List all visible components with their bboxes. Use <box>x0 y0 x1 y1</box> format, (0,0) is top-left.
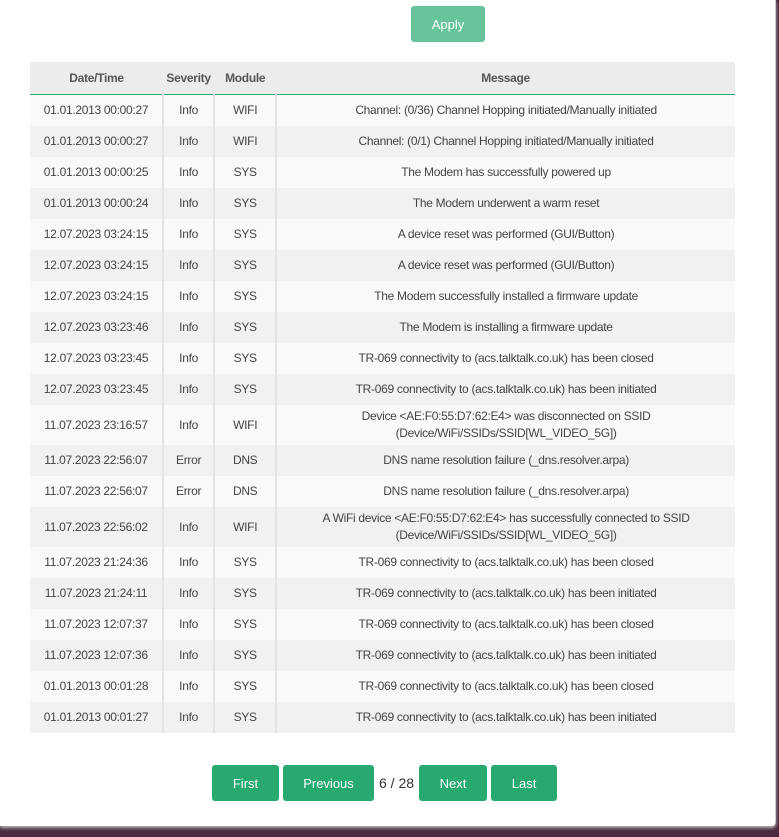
cell-module: SYS <box>214 281 276 312</box>
cell-module: SYS <box>214 640 276 671</box>
table-row <box>30 219 735 250</box>
cell-message: Channel: (0/1) Channel Hopping initiated/Manually initiated <box>276 126 735 157</box>
cell-datetime: 12.07.2023 03:24:15 <box>30 250 163 281</box>
table-row <box>30 671 735 702</box>
cell-message: A device reset was performed (GUI/Button) <box>276 219 735 250</box>
cell-datetime: 12.07.2023 03:24:15 <box>30 219 163 250</box>
page-indicator: 6 / 28 <box>379 775 415 791</box>
cell-severity: Info <box>163 188 214 219</box>
cell-module: WIFI <box>214 126 276 157</box>
cell-severity: Info <box>163 219 214 250</box>
cell-severity: Info <box>163 507 214 547</box>
cell-message: DNS name resolution failure (_dns.resolver.arpa) <box>276 476 735 507</box>
table-row <box>30 476 735 507</box>
cell-module: WIFI <box>214 95 276 127</box>
cell-message: A device reset was performed (GUI/Button) <box>276 250 735 281</box>
cell-datetime: 01.01.2013 00:00:24 <box>30 188 163 219</box>
cell-severity: Error <box>163 476 214 507</box>
cell-datetime: 11.07.2023 22:56:02 <box>30 507 163 547</box>
cell-message: The Modem is installing a firmware update <box>276 312 735 343</box>
table-row <box>30 640 735 671</box>
cell-module: WIFI <box>214 507 276 547</box>
cell-message: TR-069 connectivity to (acs.talktalk.co.uk) has been initiated <box>276 578 735 609</box>
cell-severity: Info <box>163 671 214 702</box>
cell-module: SYS <box>214 188 276 219</box>
cell-message: TR-069 connectivity to (acs.talktalk.co.uk) has been closed <box>276 547 735 578</box>
cell-datetime: 11.07.2023 21:24:11 <box>30 578 163 609</box>
previous-button[interactable]: Previous <box>283 765 374 801</box>
cell-severity: Info <box>163 609 214 640</box>
cell-datetime: 11.07.2023 12:07:37 <box>30 609 163 640</box>
cell-message: Channel: (0/36) Channel Hopping initiated/Manually initiated <box>276 95 735 127</box>
cell-message: A WiFi device <AE:F0:55:D7:62:E4> has successfully connected to SSID (Device/WiFi/SSIDs/SSID[WL_VIDEO_5G]) <box>276 507 735 547</box>
cell-module: SYS <box>214 702 276 733</box>
cell-datetime: 12.07.2023 03:23:45 <box>30 374 163 405</box>
table-row <box>30 405 735 445</box>
last-button[interactable]: Last <box>491 765 557 801</box>
cell-message: The Modem underwent a warm reset <box>276 188 735 219</box>
table-row <box>30 95 735 127</box>
table-row <box>30 609 735 640</box>
cell-module: SYS <box>214 343 276 374</box>
cell-module: SYS <box>214 374 276 405</box>
cell-message: TR-069 connectivity to (acs.talktalk.co.uk) has been initiated <box>276 374 735 405</box>
cell-module: WIFI <box>214 405 276 445</box>
cell-module: SYS <box>214 219 276 250</box>
cell-datetime: 01.01.2013 00:00:27 <box>30 126 163 157</box>
cell-datetime: 11.07.2023 22:56:07 <box>30 445 163 476</box>
cell-severity: Info <box>163 312 214 343</box>
cell-severity: Info <box>163 405 214 445</box>
cell-severity: Info <box>163 640 214 671</box>
table-row <box>30 374 735 405</box>
table-row <box>30 157 735 188</box>
cell-datetime: 12.07.2023 03:24:15 <box>30 281 163 312</box>
cell-message: DNS name resolution failure (_dns.resolver.arpa) <box>276 445 735 476</box>
table-row <box>30 547 735 578</box>
cell-datetime: 01.01.2013 00:00:25 <box>30 157 163 188</box>
col-datetime: Date/Time <box>30 62 163 95</box>
cell-message: Device <AE:F0:55:D7:62:E4> was disconnected on SSID (Device/WiFi/SSIDs/SSID[WL_VIDEO_5G]) <box>276 405 735 445</box>
cell-datetime: 01.01.2013 00:00:27 <box>30 95 163 127</box>
cell-severity: Info <box>163 157 214 188</box>
cell-module: SYS <box>214 671 276 702</box>
cell-message: TR-069 connectivity to (acs.talktalk.co.uk) has been initiated <box>276 640 735 671</box>
cell-severity: Info <box>163 126 214 157</box>
table-header <box>30 62 735 95</box>
cell-datetime: 01.01.2013 00:01:28 <box>30 671 163 702</box>
cell-severity: Info <box>163 95 214 127</box>
table-row <box>30 188 735 219</box>
cell-message: TR-069 connectivity to (acs.talktalk.co.uk) has been closed <box>276 609 735 640</box>
cell-module: DNS <box>214 476 276 507</box>
col-severity: Severity <box>163 62 214 95</box>
table-row <box>30 507 735 547</box>
table-row <box>30 343 735 374</box>
cell-datetime: 01.01.2013 00:01:27 <box>30 702 163 733</box>
cell-module: SYS <box>214 157 276 188</box>
table-row <box>30 250 735 281</box>
cell-message: TR-069 connectivity to (acs.talktalk.co.uk) has been closed <box>276 671 735 702</box>
table-row <box>30 702 735 733</box>
cell-datetime: 12.07.2023 03:23:45 <box>30 343 163 374</box>
cell-severity: Info <box>163 343 214 374</box>
event-log-table <box>30 62 735 733</box>
pagination <box>212 765 557 801</box>
cell-datetime: 12.07.2023 03:23:46 <box>30 312 163 343</box>
first-button[interactable]: First <box>212 765 279 801</box>
cell-module: SYS <box>214 609 276 640</box>
apply-button[interactable]: Apply <box>411 6 485 42</box>
cell-module: SYS <box>214 578 276 609</box>
cell-severity: Info <box>163 250 214 281</box>
cell-module: DNS <box>214 445 276 476</box>
cell-severity: Info <box>163 578 214 609</box>
cell-module: SYS <box>214 547 276 578</box>
col-module: Module <box>214 62 276 95</box>
cell-severity: Info <box>163 547 214 578</box>
cell-severity: Info <box>163 281 214 312</box>
cell-message: TR-069 connectivity to (acs.talktalk.co.uk) has been initiated <box>276 702 735 733</box>
cell-severity: Info <box>163 702 214 733</box>
table-row <box>30 126 735 157</box>
cell-datetime: 11.07.2023 12:07:36 <box>30 640 163 671</box>
cell-datetime: 11.07.2023 22:56:07 <box>30 476 163 507</box>
cell-datetime: 11.07.2023 21:24:36 <box>30 547 163 578</box>
table-row <box>30 281 735 312</box>
next-button[interactable]: Next <box>419 765 487 801</box>
cell-message: TR-069 connectivity to (acs.talktalk.co.uk) has been closed <box>276 343 735 374</box>
table-row <box>30 578 735 609</box>
cell-severity: Info <box>163 374 214 405</box>
table-row <box>30 312 735 343</box>
cell-datetime: 11.07.2023 23:16:57 <box>30 405 163 445</box>
cell-module: SYS <box>214 312 276 343</box>
cell-message: The Modem successfully installed a firmware update <box>276 281 735 312</box>
cell-module: SYS <box>214 250 276 281</box>
table-row <box>30 445 735 476</box>
cell-severity: Error <box>163 445 214 476</box>
cell-message: The Modem has successfully powered up <box>276 157 735 188</box>
col-message: Message <box>276 62 735 95</box>
